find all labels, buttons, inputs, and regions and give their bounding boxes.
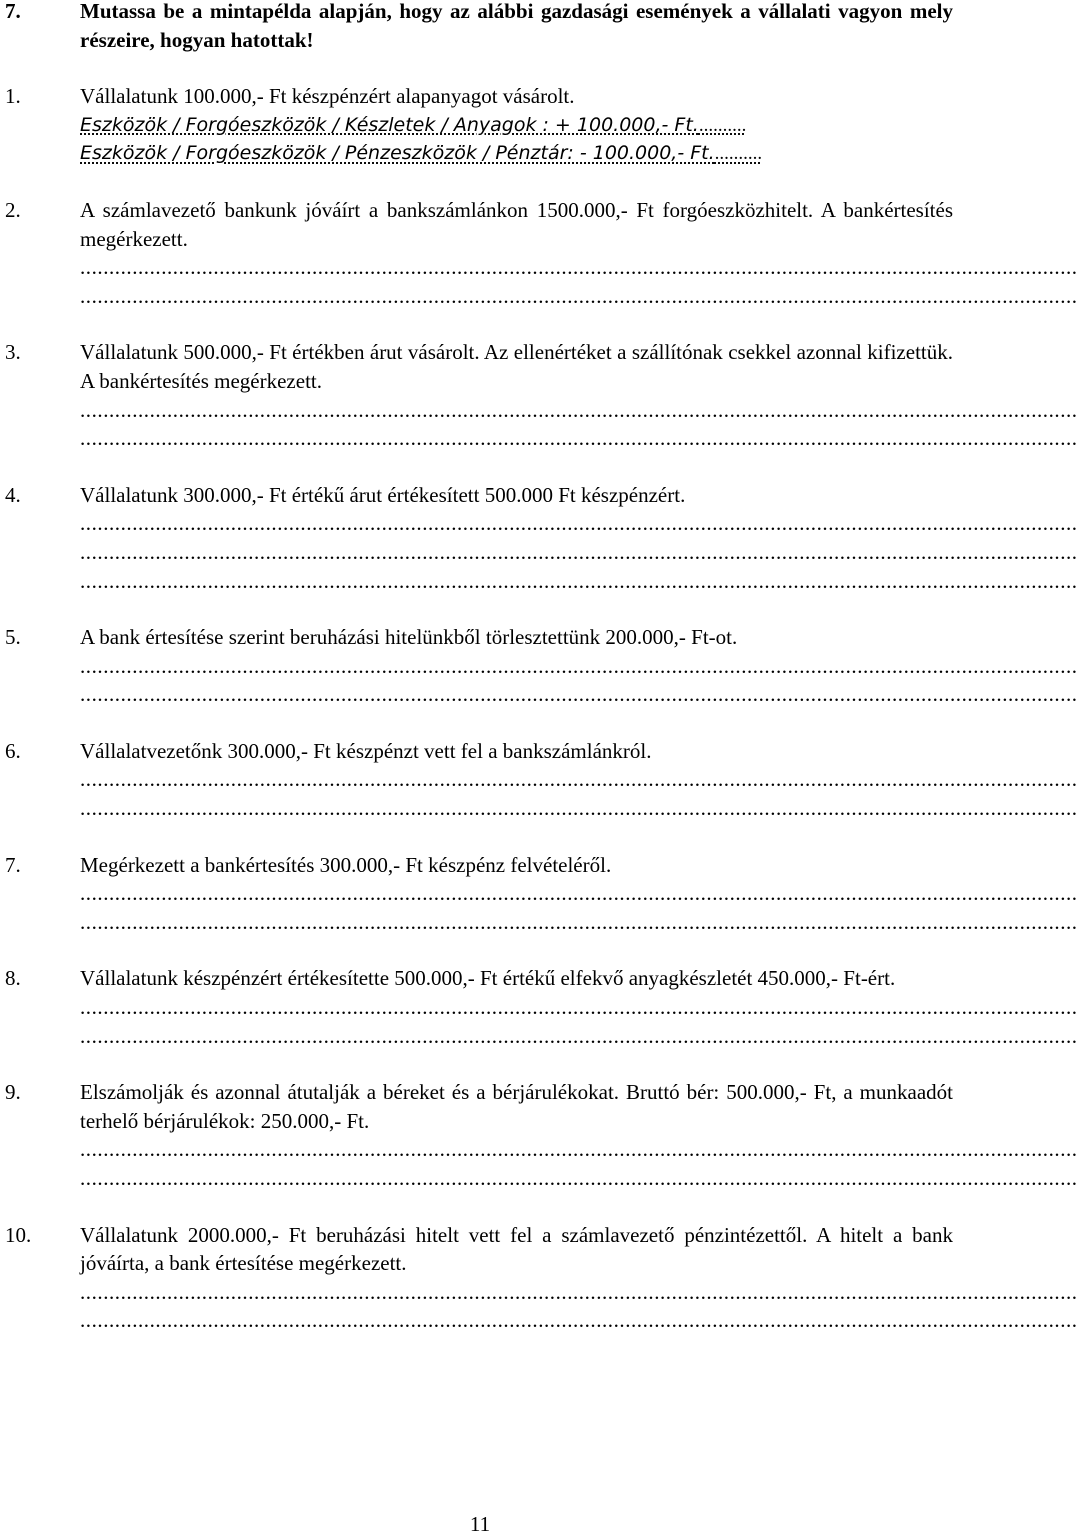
answer-blank-line[interactable]: ............................................................................................................................................................................ bbox=[80, 1137, 1078, 1162]
answer-blank-line[interactable]: ............................................................................................................................................................................ bbox=[80, 283, 1078, 308]
exercise-number: 7. bbox=[5, 0, 21, 23]
answer-blank-line[interactable]: ............................................................................................................................................................................ bbox=[80, 255, 1078, 280]
answer-blank-line[interactable]: ............................................................................................................................................................................ bbox=[80, 796, 1078, 821]
exercise-title: Mutassa be a mintapélda alapján, hogy az alábbi gazdasági események a vállalati vagyon mely részeire, hogyan hatottak! bbox=[80, 0, 953, 52]
answer-trailing-dots: .......... bbox=[698, 114, 747, 136]
exercise-item bbox=[0, 623, 1078, 709]
item-number: 5. bbox=[5, 625, 21, 650]
answer-blank-line[interactable]: ............................................................................................................................................................................ bbox=[80, 511, 1078, 536]
answer-blank-line[interactable]: ............................................................................................................................................................................ bbox=[80, 909, 1078, 934]
item-number: 4. bbox=[5, 482, 21, 507]
item-number: 9. bbox=[5, 1080, 21, 1105]
exercise-item bbox=[0, 737, 1078, 823]
exercise-heading bbox=[0, 0, 960, 54]
answer-blank-line[interactable]: ............................................................................................................................................................................ bbox=[80, 881, 1078, 906]
item-text: A számlavezető bankunk jóváírt a bankszámlánkon 1500.000,- Ft forgóeszközhitelt. A bankértesítés megérkezett. bbox=[80, 197, 953, 251]
item-text: A bank értesítése szerint beruházási hitelünkből törlesztettünk 200.000,- Ft-ot. bbox=[80, 625, 738, 650]
item-body bbox=[80, 338, 1078, 452]
item-number: 7. bbox=[5, 852, 21, 877]
answer-blank-line[interactable]: ............................................................................................................................................................................ bbox=[80, 1308, 1078, 1333]
item-body bbox=[80, 623, 1078, 709]
exercise-item bbox=[0, 1078, 1078, 1192]
answer-blank-line[interactable]: ............................................................................................................................................................................ bbox=[80, 1023, 1078, 1048]
item-body bbox=[80, 737, 1078, 823]
page-number: 11 bbox=[469, 1512, 491, 1536]
exercise-item bbox=[0, 82, 960, 168]
item-text: Vállalatunk készpénzért értékesítette 500.000,- Ft értékű elfekvő anyagkészletét 450.000,- Ft-ért. bbox=[80, 966, 896, 991]
answer-blank-line[interactable]: ............................................................................................................................................................................ bbox=[80, 568, 1078, 593]
answer-text: Eszközök / Forgóeszközök / Készletek / Anyagok : + 100.000,- Ft. bbox=[80, 113, 699, 136]
answer-blank-line[interactable]: ............................................................................................................................................................................ bbox=[80, 1279, 1078, 1304]
item-body bbox=[80, 1221, 1078, 1335]
item-text: Vállalatunk 300.000,- Ft értékű árut értékesített 500.000 Ft készpénzért. bbox=[80, 482, 686, 507]
answer-blank-line[interactable]: ............................................................................................................................................................................ bbox=[80, 1166, 1078, 1190]
handwritten-answer-line bbox=[80, 139, 953, 168]
answer-text: Eszközök / Forgóeszközök / Pénzeszközök / Pénztár: - 100.000,- Ft. bbox=[80, 142, 715, 165]
answer-trailing-dots: .......... bbox=[714, 143, 763, 165]
item-body bbox=[80, 481, 1078, 595]
item-number: 8. bbox=[5, 966, 21, 991]
item-body bbox=[80, 196, 1078, 310]
exercise-item bbox=[0, 851, 1078, 937]
answer-blank-line[interactable]: ............................................................................................................................................................................ bbox=[80, 682, 1078, 707]
item-text: Elszámolják és azonnal átutalják a béreket és a bérjárulékokat. Bruttó bér: 500.000,- Ft, a munkaadót terhelő bérjárulékok: 250.000,- Ft. bbox=[80, 1080, 953, 1133]
exercise-items bbox=[0, 82, 1078, 1335]
item-text: Vállalatunk 2000.000,- Ft beruházási hitelt vett fel a számlavezető pénzintézettől. A hitelt a bank jóváírta, a bank értesítése megérkezett. bbox=[80, 1222, 953, 1276]
item-number: 1. bbox=[5, 84, 21, 109]
item-text: Vállalatvezetőnk 300.000,- Ft készpénzt vett fel a bankszámlánkról. bbox=[80, 738, 652, 763]
item-number: 3. bbox=[5, 340, 21, 365]
exercise-item bbox=[0, 481, 1078, 595]
item-text: Vállalatunk 100.000,- Ft készpénzért alapanyagot vásárolt. bbox=[80, 84, 575, 109]
item-number: 10. bbox=[5, 1222, 32, 1247]
exercise-item bbox=[0, 338, 1078, 452]
item-body bbox=[80, 82, 953, 168]
item-number: 2. bbox=[5, 197, 21, 222]
item-body bbox=[80, 1078, 1078, 1192]
exercise-item bbox=[0, 196, 1078, 310]
answer-blank-line[interactable]: ............................................................................................................................................................................ bbox=[80, 653, 1078, 678]
answer-blank-line[interactable]: ............................................................................................................................................................................ bbox=[80, 539, 1078, 564]
item-text: Vállalatunk 500.000,- Ft értékben árut vásárolt. Az ellenértéket a szállítónak csekkel azonnal kifizettük. A bankértesítés megérkezett. bbox=[80, 340, 953, 393]
exercise-item bbox=[0, 964, 1078, 1050]
answer-blank-line[interactable]: ............................................................................................................................................................................ bbox=[80, 426, 1078, 451]
exercise-item bbox=[0, 1221, 1078, 1335]
answer-blank-line[interactable]: ............................................................................................................................................................................ bbox=[80, 995, 1078, 1020]
item-number: 6. bbox=[5, 738, 21, 763]
answer-blank-line[interactable]: ............................................................................................................................................................................ bbox=[80, 767, 1078, 792]
handwritten-answer-line bbox=[80, 111, 953, 140]
answer-blank-line[interactable]: ............................................................................................................................................................................ bbox=[80, 397, 1078, 422]
item-body bbox=[80, 964, 1078, 1050]
item-text: Megérkezett a bankértesítés 300.000,- Ft készpénz felvételéről. bbox=[80, 852, 612, 877]
item-body bbox=[80, 851, 1078, 937]
